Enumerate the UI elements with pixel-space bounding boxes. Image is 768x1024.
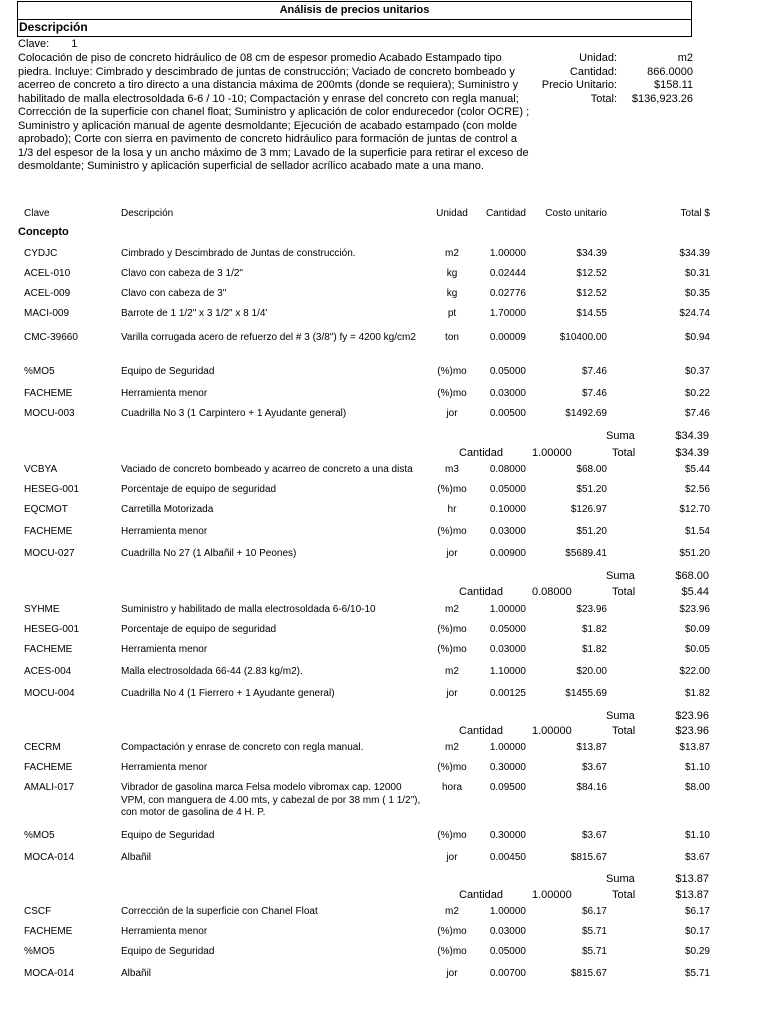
row-clave: CMC-39660 <box>24 332 78 343</box>
row-costo-unitario: $6.17 <box>581 906 607 917</box>
row-descripcion: Cuadrilla No 27 (1 Albañil + 10 Peones) <box>121 548 297 559</box>
row-cantidad: 0.30000 <box>489 830 526 841</box>
description-text: Colocación de piso de concreto hidráulico de 08 cm de espesor promedio Acabado Estampado tipo piedra. Incluye: Cimbrado y descimbrado de juntas de construcción; Vaciado de concreto bombeado y acerreo de concreto a tiro directo a una distancia máxima de 200mts (donde se requiera); Suministro y habilitado de malla electrosoldada 6-6 / 10 -10; Compactación y enrase del concreto con regla manual; Corrección de la superficie con chanel float; Suministro y aplicación de color endurecedor (color OCRE) ; Suministro y aplicación manual de agente desmoldante; Ejecución de acabado estampado (con molde aprobado); Corte con sierra en pavimento de concreto hidráulico para formación de juntas de control a 1/3 del espesor de la losa y un ancho máximo de 3 mm; Lavado de la superficie para retirar el exceso de desmoldante; Suministro y aplicación superficial de sellador acrílico acabado mate a una mano. <box>18 52 530 172</box>
row-total: $0.94 <box>684 332 710 343</box>
row-costo-unitario: $7.46 <box>581 388 607 399</box>
row-total: $0.31 <box>684 268 710 279</box>
subtotal-total-label: Total <box>612 725 636 737</box>
row-total: $0.17 <box>684 926 710 937</box>
row-total: $7.46 <box>684 408 710 419</box>
row-clave: CYDJC <box>24 248 58 259</box>
row-descripcion: Cuadrilla No 3 (1 Carpintero + 1 Ayudante general) <box>121 408 347 419</box>
row-unidad: kg <box>446 268 458 279</box>
row-unidad: (%)mo <box>437 830 467 841</box>
row-cantidad: 0.30000 <box>489 762 526 773</box>
row-descripcion: Herramienta menor <box>121 388 208 399</box>
row-clave: HESEG-001 <box>24 484 80 495</box>
row-costo-unitario: $3.67 <box>581 830 607 841</box>
row-clave: CSCF <box>24 906 52 917</box>
subtotal-total-label: Total <box>612 889 636 901</box>
clave-value: 1 <box>71 38 78 50</box>
row-cantidad: 0.00125 <box>489 688 526 699</box>
row-descripcion: Herramienta menor <box>121 762 208 773</box>
suma-value: $13.87 <box>675 873 709 885</box>
row-descripcion: Equipo de Seguridad <box>121 946 215 957</box>
row-descripcion: Vaciado de concreto bombeado y acarreo de concreto a una dista <box>121 464 413 475</box>
row-costo-unitario: $34.39 <box>576 248 607 259</box>
precio-unitario-label: Precio Unitario: <box>541 79 617 91</box>
row-costo-unitario: $51.20 <box>576 526 607 537</box>
row-unidad: jor <box>446 548 458 559</box>
row-descripcion: Suministro y habilitado de malla electrosoldada 6-6/10-10 <box>121 604 376 615</box>
suma-label: Suma <box>606 873 635 885</box>
row-cantidad: 1.00000 <box>489 604 526 615</box>
subtotal-cantidad-label: Cantidad <box>459 889 504 901</box>
row-cantidad: 0.05000 <box>489 484 526 495</box>
row-clave: HESEG-001 <box>24 624 80 635</box>
precio-unitario-value: $158.11 <box>654 79 693 91</box>
row-unidad: (%)mo <box>437 762 467 773</box>
row-clave: MOCU-004 <box>24 688 75 699</box>
unidad-label: Unidad: <box>579 52 617 64</box>
row-unidad: pt <box>447 308 457 319</box>
row-descripcion: Barrote de 1 1/2" x 3 1/2" x 8 1/4' <box>121 308 268 319</box>
row-costo-unitario: $68.00 <box>576 464 607 475</box>
row-cantidad: 1.00000 <box>489 248 526 259</box>
row-clave: MOCA-014 <box>24 968 75 979</box>
subtotal-cantidad-value: 0.08000 <box>532 586 572 598</box>
summary-block <box>530 52 693 106</box>
row-clave: CECRM <box>24 742 61 753</box>
row-descripcion: Porcentaje de equipo de seguridad <box>121 624 277 635</box>
subtotal-cantidad-value: 1.00000 <box>532 725 572 737</box>
row-clave: MACI-009 <box>24 308 70 319</box>
column-header-unidad: Unidad <box>436 208 468 219</box>
row-descripcion: Equipo de Seguridad <box>121 830 215 841</box>
row-cantidad: 0.05000 <box>489 946 526 957</box>
row-total: $22.00 <box>679 666 710 677</box>
row-costo-unitario: $23.96 <box>576 604 607 615</box>
clave-label: Clave: <box>18 38 50 50</box>
row-cantidad: 0.05000 <box>489 366 526 377</box>
row-cantidad: 0.03000 <box>489 388 526 399</box>
row-cantidad: 0.02776 <box>489 288 526 299</box>
row-clave: FACHEME <box>24 526 73 537</box>
total-label: Total: <box>590 92 617 105</box>
row-cantidad: 0.00009 <box>489 332 526 343</box>
subtotal-total-value: $23.96 <box>675 725 709 737</box>
row-clave: VCBYA <box>24 464 58 475</box>
subtotal-total-value: $5.44 <box>681 586 709 598</box>
row-descripcion: Herramienta menor <box>121 926 208 937</box>
row-costo-unitario: $10400.00 <box>559 332 607 343</box>
row-clave: FACHEME <box>24 926 73 937</box>
column-header-cantidad: Cantidad <box>485 208 526 219</box>
suma-value: $34.39 <box>675 430 709 442</box>
row-clave: %MO5 <box>24 366 55 377</box>
column-header-total: Total $ <box>680 208 710 219</box>
row-unidad: (%)mo <box>437 926 467 937</box>
row-cantidad: 1.00000 <box>489 742 526 753</box>
row-unidad: (%)mo <box>437 624 467 635</box>
row-clave: AMALI-017 <box>24 782 75 793</box>
row-descripcion: Herramienta menor <box>121 644 208 655</box>
row-cantidad: 0.00700 <box>489 968 526 979</box>
row-costo-unitario: $3.67 <box>581 762 607 773</box>
row-total: $5.71 <box>684 968 710 979</box>
subtotal-cantidad-label: Cantidad <box>459 725 504 737</box>
row-costo-unitario: $13.87 <box>576 742 607 753</box>
row-total: $1.82 <box>684 688 710 699</box>
row-cantidad: 1.70000 <box>489 308 526 319</box>
row-costo-unitario: $815.67 <box>570 968 607 979</box>
row-descripcion: Malla electrosoldada 66-44 (2.83 kg/m2). <box>121 666 303 677</box>
document-title: Análisis de precios unitarios <box>17 1 692 20</box>
section-header: Descripción <box>17 20 692 37</box>
row-unidad: hr <box>447 504 457 515</box>
row-descripcion: Equipo de Seguridad <box>121 366 215 377</box>
column-header-costo: Costo unitario <box>545 208 607 219</box>
row-unidad: hora <box>441 782 462 793</box>
subtotal-cantidad-label: Cantidad <box>459 586 504 598</box>
row-costo-unitario: $20.00 <box>576 666 607 677</box>
row-descripcion: Carretilla Motorizada <box>121 504 214 515</box>
row-unidad: m2 <box>445 742 459 753</box>
subtotal-cantidad-value: 1.00000 <box>532 447 572 459</box>
row-costo-unitario: $1.82 <box>581 644 607 655</box>
subtotal-total-value: $34.39 <box>675 447 709 459</box>
row-total: $0.09 <box>684 624 710 635</box>
row-costo-unitario: $5.71 <box>581 926 607 937</box>
row-descripcion: Corrección de la superficie con Chanel Float <box>121 906 318 917</box>
row-cantidad: 0.05000 <box>489 624 526 635</box>
row-costo-unitario: $1.82 <box>581 624 607 635</box>
row-descripcion: Varilla corrugada acero de refuerzo del # 3 (3/8") fy = 4200 kg/cm2 <box>121 332 416 343</box>
row-descripcion: Compactación y enrase de concreto con regla manual. <box>121 742 364 753</box>
row-total: $13.87 <box>679 742 710 753</box>
row-clave: %MO5 <box>24 830 55 841</box>
suma-value: $23.96 <box>675 710 709 722</box>
row-total: $6.17 <box>684 906 710 917</box>
row-total: $2.56 <box>684 484 710 495</box>
cantidad-label: Cantidad: <box>569 65 617 78</box>
row-descripcion: Clavo con cabeza de 3 1/2" <box>121 268 243 279</box>
row-unidad: jor <box>446 968 458 979</box>
row-clave: EQCMOT <box>24 504 68 515</box>
row-unidad: jor <box>446 688 458 699</box>
clave-line <box>18 38 77 50</box>
row-unidad: m2 <box>445 906 459 917</box>
row-unidad: (%)mo <box>437 946 467 957</box>
row-total: $8.00 <box>684 782 710 793</box>
row-cantidad: 0.03000 <box>489 926 526 937</box>
row-unidad: m3 <box>445 464 459 475</box>
row-cantidad: 0.02444 <box>489 268 526 279</box>
row-unidad: ton <box>445 332 459 343</box>
row-total: $51.20 <box>679 548 710 559</box>
suma-value: $68.00 <box>675 570 709 582</box>
row-costo-unitario: $1492.69 <box>565 408 607 419</box>
row-cantidad: 0.08000 <box>489 464 526 475</box>
row-total: $3.67 <box>684 852 710 863</box>
row-cantidad: 1.00000 <box>489 906 526 917</box>
row-clave: FACHEME <box>24 388 73 399</box>
row-total: $0.22 <box>684 388 710 399</box>
column-header-clave: Clave <box>24 208 50 219</box>
row-clave: ACES-004 <box>24 666 72 677</box>
row-total: $0.29 <box>684 946 710 957</box>
row-unidad: m2 <box>445 666 459 677</box>
row-total: $0.35 <box>684 288 710 299</box>
subtotal-total-label: Total <box>612 447 636 459</box>
concepto-label: Concepto <box>18 226 69 238</box>
row-costo-unitario: $12.52 <box>576 288 607 299</box>
row-unidad: kg <box>446 288 458 299</box>
row-descripcion: Albañil <box>121 852 152 863</box>
row-unidad: m2 <box>445 604 459 615</box>
row-descripcion: Porcentaje de equipo de seguridad <box>121 484 277 495</box>
row-total: $1.10 <box>684 762 710 773</box>
row-costo-unitario: $5.71 <box>581 946 607 957</box>
row-clave: MOCA-014 <box>24 852 75 863</box>
row-clave: MOCU-027 <box>24 548 75 559</box>
row-unidad: (%)mo <box>437 644 467 655</box>
row-clave: FACHEME <box>24 762 73 773</box>
subtotal-cantidad-label: Cantidad <box>459 447 504 459</box>
row-clave: SYHME <box>24 604 60 615</box>
row-unidad: (%)mo <box>437 526 467 537</box>
unidad-value: m2 <box>677 52 693 64</box>
suma-label: Suma <box>606 570 635 582</box>
row-unidad: (%)mo <box>437 388 467 399</box>
row-total: $1.10 <box>684 830 710 841</box>
row-unidad: (%)mo <box>437 484 467 495</box>
row-clave: FACHEME <box>24 644 73 655</box>
row-descripcion: Cuadrilla No 4 (1 Fierrero + 1 Ayudante general) <box>121 688 335 699</box>
row-total: $24.74 <box>679 308 710 319</box>
row-total: $12.70 <box>679 504 710 515</box>
row-descripcion: Vibrador de gasolina marca Felsa modelo vibromax cap. 12000 VPM, con manguera de 4.00 mts, y cabezal de por 38 mm ( 1 1/2"), con motor de gasolina de 4 H. P. <box>121 782 421 818</box>
row-unidad: jor <box>446 852 458 863</box>
row-cantidad: 0.00900 <box>489 548 526 559</box>
column-header-descripcion: Descripción <box>121 208 174 219</box>
row-clave: %MO5 <box>24 946 55 957</box>
row-total: $0.37 <box>684 366 710 377</box>
row-clave: ACEL-009 <box>24 288 71 299</box>
row-cantidad: 0.10000 <box>489 504 526 515</box>
row-costo-unitario: $51.20 <box>576 484 607 495</box>
row-cantidad: 0.00450 <box>489 852 526 863</box>
row-descripcion: Albañil <box>121 968 152 979</box>
row-clave: ACEL-010 <box>24 268 71 279</box>
row-total: $0.05 <box>684 644 710 655</box>
row-total: $34.39 <box>679 248 710 259</box>
subtotal-cantidad-value: 1.00000 <box>532 889 572 901</box>
row-cantidad: 0.03000 <box>489 644 526 655</box>
row-unidad: jor <box>446 408 458 419</box>
row-total: $23.96 <box>679 604 710 615</box>
row-costo-unitario: $126.97 <box>570 504 607 515</box>
cantidad-value: 866.0000 <box>647 65 693 78</box>
row-costo-unitario: $14.55 <box>576 308 607 319</box>
row-clave: MOCU-003 <box>24 408 75 419</box>
row-costo-unitario: $1455.69 <box>565 688 607 699</box>
row-costo-unitario: $5689.41 <box>565 548 607 559</box>
row-cantidad: 0.00500 <box>489 408 526 419</box>
row-cantidad: 1.10000 <box>489 666 526 677</box>
subtotal-total-label: Total <box>612 586 636 598</box>
row-total: $1.54 <box>684 526 710 537</box>
row-descripcion: Cimbrado y Descimbrado de Juntas de construcción. <box>121 248 356 259</box>
row-costo-unitario: $815.67 <box>570 852 607 863</box>
row-cantidad: 0.03000 <box>489 526 526 537</box>
row-total: $5.44 <box>684 464 710 475</box>
row-descripcion: Clavo con cabeza de 3" <box>121 288 227 299</box>
row-cantidad: 0.09500 <box>489 782 526 793</box>
suma-label: Suma <box>606 430 635 442</box>
row-costo-unitario: $7.46 <box>581 366 607 377</box>
total-value: $136,923.26 <box>631 92 693 105</box>
row-unidad: (%)mo <box>437 366 467 377</box>
row-costo-unitario: $12.52 <box>576 268 607 279</box>
subtotal-total-value: $13.87 <box>675 889 709 901</box>
row-descripcion: Herramienta menor <box>121 526 208 537</box>
row-costo-unitario: $84.16 <box>576 782 607 793</box>
row-unidad: m2 <box>445 248 459 259</box>
suma-label: Suma <box>606 710 635 722</box>
